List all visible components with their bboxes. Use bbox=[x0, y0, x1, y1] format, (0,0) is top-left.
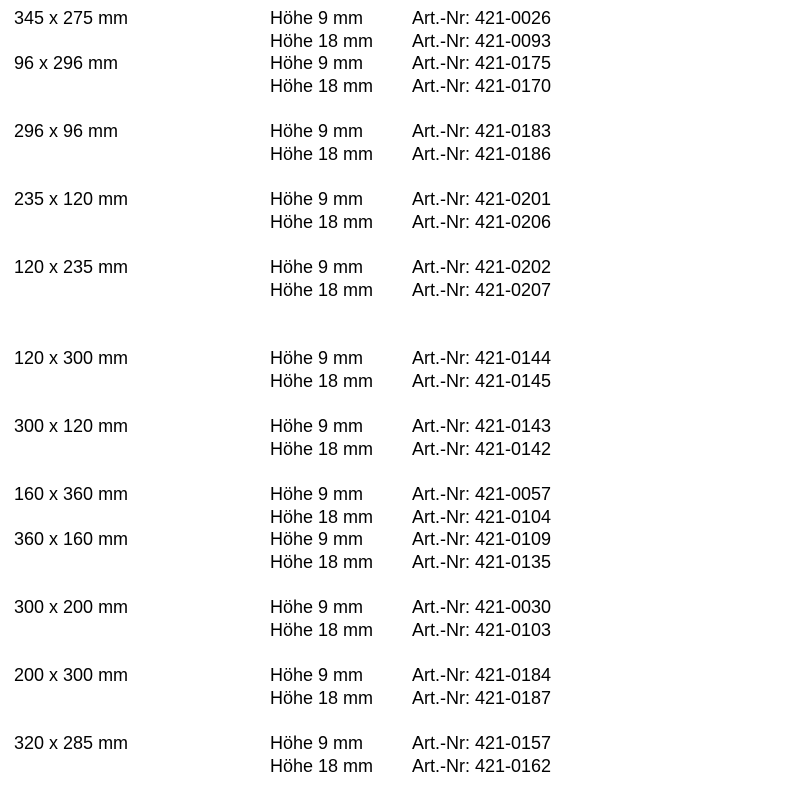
table-row bbox=[0, 664, 800, 686]
article-number-cell: Art.-Nr: 421-0142 bbox=[412, 439, 552, 459]
article-number-cell: Art.-Nr: 421-0057 bbox=[412, 484, 552, 504]
article-number-cell: Art.-Nr: 421-0186 bbox=[412, 144, 552, 164]
height-cell: Höhe 18 mm bbox=[270, 620, 374, 640]
article-number-cell: Art.-Nr: 421-0030 bbox=[412, 597, 552, 617]
table-row bbox=[0, 755, 800, 777]
height-cell: Höhe 18 mm bbox=[270, 144, 374, 164]
article-number-cell: Art.-Nr: 421-0144 bbox=[412, 348, 552, 368]
height-cell: Höhe 9 mm bbox=[270, 529, 364, 549]
table-row bbox=[0, 506, 800, 528]
table-row bbox=[0, 438, 800, 460]
table-row bbox=[0, 687, 800, 709]
height-cell: Höhe 18 mm bbox=[270, 688, 374, 708]
article-number-cell: Art.-Nr: 421-0175 bbox=[412, 53, 552, 73]
article-number-cell: Art.-Nr: 421-0143 bbox=[412, 416, 552, 436]
table-row bbox=[0, 732, 800, 754]
table-row bbox=[0, 52, 800, 74]
height-cell: Höhe 18 mm bbox=[270, 507, 374, 527]
height-cell: Höhe 9 mm bbox=[270, 348, 364, 368]
article-number-cell: Art.-Nr: 421-0183 bbox=[412, 121, 552, 141]
table-row bbox=[0, 551, 800, 573]
height-cell: Höhe 18 mm bbox=[270, 371, 374, 391]
size-cell: 200 x 300 mm bbox=[14, 665, 129, 685]
table-row bbox=[0, 483, 800, 505]
article-number-cell: Art.-Nr: 421-0162 bbox=[412, 756, 552, 776]
height-cell: Höhe 18 mm bbox=[270, 756, 374, 776]
height-cell: Höhe 9 mm bbox=[270, 189, 364, 209]
table-row bbox=[0, 75, 800, 97]
article-number-cell: Art.-Nr: 421-0104 bbox=[412, 507, 552, 527]
article-number-cell: Art.-Nr: 421-0201 bbox=[412, 189, 552, 209]
table-row bbox=[0, 370, 800, 392]
height-cell: Höhe 18 mm bbox=[270, 439, 374, 459]
article-number-cell: Art.-Nr: 421-0135 bbox=[412, 552, 552, 572]
article-number-cell: Art.-Nr: 421-0145 bbox=[412, 371, 552, 391]
table-row bbox=[0, 211, 800, 233]
size-cell: 360 x 160 mm bbox=[14, 529, 129, 549]
article-number-cell: Art.-Nr: 421-0093 bbox=[412, 31, 552, 51]
article-number-cell: Art.-Nr: 421-0206 bbox=[412, 212, 552, 232]
size-cell: 96 x 296 mm bbox=[14, 53, 119, 73]
size-cell: 120 x 235 mm bbox=[14, 257, 129, 277]
table-row bbox=[0, 619, 800, 641]
height-cell: Höhe 18 mm bbox=[270, 552, 374, 572]
article-number-cell: Art.-Nr: 421-0184 bbox=[412, 665, 552, 685]
table-row bbox=[0, 30, 800, 52]
size-cell: 300 x 200 mm bbox=[14, 597, 129, 617]
table-row bbox=[0, 7, 800, 29]
table-row bbox=[0, 347, 800, 369]
article-number-cell: Art.-Nr: 421-0026 bbox=[412, 8, 552, 28]
height-cell: Höhe 9 mm bbox=[270, 597, 364, 617]
height-cell: Höhe 18 mm bbox=[270, 76, 374, 96]
size-cell: 296 x 96 mm bbox=[14, 121, 119, 141]
size-cell: 235 x 120 mm bbox=[14, 189, 129, 209]
height-cell: Höhe 18 mm bbox=[270, 280, 374, 300]
article-number-cell: Art.-Nr: 421-0170 bbox=[412, 76, 552, 96]
size-cell: 345 x 275 mm bbox=[14, 8, 129, 28]
height-cell: Höhe 9 mm bbox=[270, 53, 364, 73]
article-number-cell: Art.-Nr: 421-0109 bbox=[412, 529, 552, 549]
size-cell: 160 x 360 mm bbox=[14, 484, 129, 504]
height-cell: Höhe 18 mm bbox=[270, 31, 374, 51]
table-row bbox=[0, 188, 800, 210]
height-cell: Höhe 9 mm bbox=[270, 121, 364, 141]
article-number-cell: Art.-Nr: 421-0157 bbox=[412, 733, 552, 753]
table-row bbox=[0, 256, 800, 278]
size-cell: 320 x 285 mm bbox=[14, 733, 129, 753]
height-cell: Höhe 18 mm bbox=[270, 212, 374, 232]
table-row bbox=[0, 596, 800, 618]
table-row bbox=[0, 415, 800, 437]
size-cell: 120 x 300 mm bbox=[14, 348, 129, 368]
height-cell: Höhe 9 mm bbox=[270, 8, 364, 28]
article-number-cell: Art.-Nr: 421-0103 bbox=[412, 620, 552, 640]
table-row bbox=[0, 528, 800, 550]
height-cell: Höhe 9 mm bbox=[270, 733, 364, 753]
table-row bbox=[0, 143, 800, 165]
table-row bbox=[0, 279, 800, 301]
article-number-cell: Art.-Nr: 421-0202 bbox=[412, 257, 552, 277]
size-cell: 300 x 120 mm bbox=[14, 416, 129, 436]
article-number-cell: Art.-Nr: 421-0187 bbox=[412, 688, 552, 708]
height-cell: Höhe 9 mm bbox=[270, 257, 364, 277]
table-row bbox=[0, 120, 800, 142]
height-cell: Höhe 9 mm bbox=[270, 665, 364, 685]
height-cell: Höhe 9 mm bbox=[270, 416, 364, 436]
height-cell: Höhe 9 mm bbox=[270, 484, 364, 504]
article-number-cell: Art.-Nr: 421-0207 bbox=[412, 280, 552, 300]
